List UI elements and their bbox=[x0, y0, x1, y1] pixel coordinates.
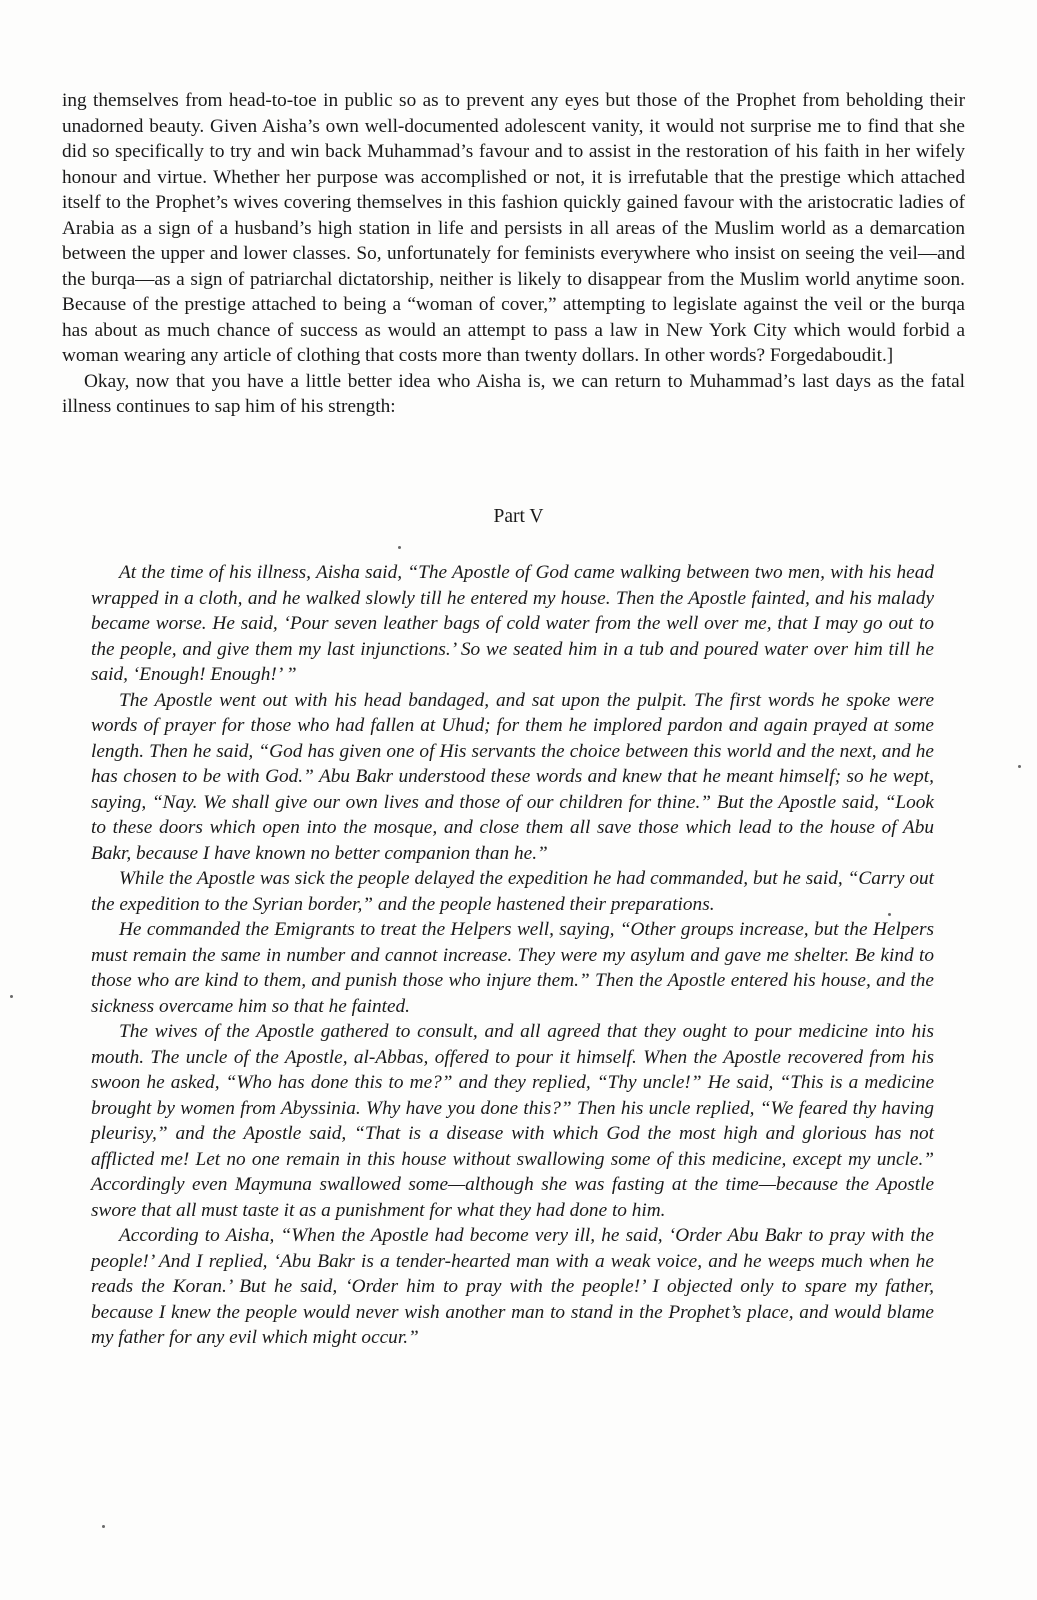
quote-paragraph: According to Aisha, “When the Apostle had become very ill, he said, ‘Order Abu Bakr to pray with the people!’ And I replied, ‘Abu Bakr is a tender-hearted man with a weak voice, and he weeps much when he reads the Koran.’ But he said, ‘Order him to pray with the people!’ I objected only to spare my father, because I knew the people would never wish another man to stand in the Prophet’s place, and would blame my father for any evil which might occur.” bbox=[91, 1225, 934, 1348]
scan-speck bbox=[398, 546, 401, 549]
intro-section bbox=[62, 88, 965, 420]
quote-paragraph: He commanded the Emigrants to treat the Helpers well, saying, “Other groups increase, but the Helpers must remain the same in number and cannot increase. They were my asylum and gave me shelter. Be kind to those who are kind to them, and punish those who injure them.” Then the Apostle entered his house, and the sickness overcame him so that he fainted. bbox=[91, 919, 934, 1017]
intro-paragraph: Okay, now that you have a little better idea who Aisha is, we can return to Muhammad’s last days as the fatal illness continues to sap him of his strength: bbox=[62, 370, 965, 417]
quote-paragraph: At the time of his illness, Aisha said, “The Apostle of God came walking between two men, with his head wrapped in a cloth, and he walked slowly till he entered my house. Then the Apostle fainted, and his malady became worse. He said, ‘Pour seven leather bags of cold water from the well over me, that I may go out to the people, and give them my last injunctions.’ So we seated him in a tub and poured water over him till he said, ‘Enough! Enough!’ ” bbox=[91, 562, 934, 685]
intro-paragraph: ing themselves from head-to-toe in public so as to prevent any eyes but those of the Prophet from beholding their unadorned beauty. Given Aisha’s own well-documented adolescent vanity, it would not surprise me to find that she did so specifically to try and win back Muhammad’s favour and to assist in the restoration of his faith in her wifely honour and virtue. Whether her purpose was accomplished or not, it is irrefutable that the prestige which attached itself to the Prophet’s wives covering themselves in this fashion quickly gained favour with the aristocratic ladies of Arabia as a sign of a husband’s high station in life and persists in all areas of the Muslim world as a demarcation between the upper and lower classes. So, unfortunately for feminists everywhere who insist on seeing the veil—and the burqa—as a sign of patriarchal dictatorship, neither is likely to disappear from the Muslim world anytime soon. Because of the prestige attached to being a “woman of cover,” attempting to legislate against the veil or the burqa has about as much chance of success as would an attempt to pass a law in New York City which would forbid a woman wearing any article of clothing that costs more than twenty dollars. In other words? Forgedaboudit.] bbox=[62, 90, 965, 366]
scan-speck bbox=[10, 995, 13, 998]
scan-speck bbox=[1018, 765, 1021, 768]
quote-paragraph: The wives of the Apostle gathered to consult, and all agreed that they ought to pour medicine into his mouth. The uncle of the Apostle, al-Abbas, offered to pour it himself. When the Apostle recovered from his swoon he asked, “Who has done this to me?” and they replied, “Thy uncle!” He said, “This is a medicine brought by women from Abyssinia. Why have you done this?” Then his uncle replied, “We feared thy having pleurisy,” and the Apostle said, “That is a disease with which God the most high and glorious has not afflicted me! Let no one remain in this house without swallowing some of this medicine, except my uncle.” Accordingly even Maymuna swallowed some—although she was fasting at the time—because the Apostle swore that all must taste it as a punishment for what they had done to him. bbox=[91, 1021, 934, 1221]
quote-paragraph: While the Apostle was sick the people delayed the expedition he had commanded, but he said, “Carry out the expedition to the Syrian border,” and the people hastened their preparations. bbox=[91, 868, 934, 915]
quote-paragraph: The Apostle went out with his head bandaged, and sat upon the pulpit. The first words he spoke were words of prayer for those who had fallen at Uhud; for them he implored pardon and again prayed at some length. Then he said, “God has given one of His servants the choice between this world and the next, and he has chosen to be with God.” Abu Bakr understood these words and knew that he meant himself; so he wept, saying, “Nay. We shall give our own lives and those of our children for thine.” But the Apostle said, “Look to these doors which open into the mosque, and close them all save those which lead to the house of Abu Bakr, because I have known no better companion than he.” bbox=[91, 689, 934, 864]
scan-speck bbox=[102, 1525, 105, 1528]
part-heading: Part V bbox=[493, 506, 544, 527]
scan-speck bbox=[888, 913, 891, 916]
quoted-passage bbox=[91, 560, 934, 1351]
